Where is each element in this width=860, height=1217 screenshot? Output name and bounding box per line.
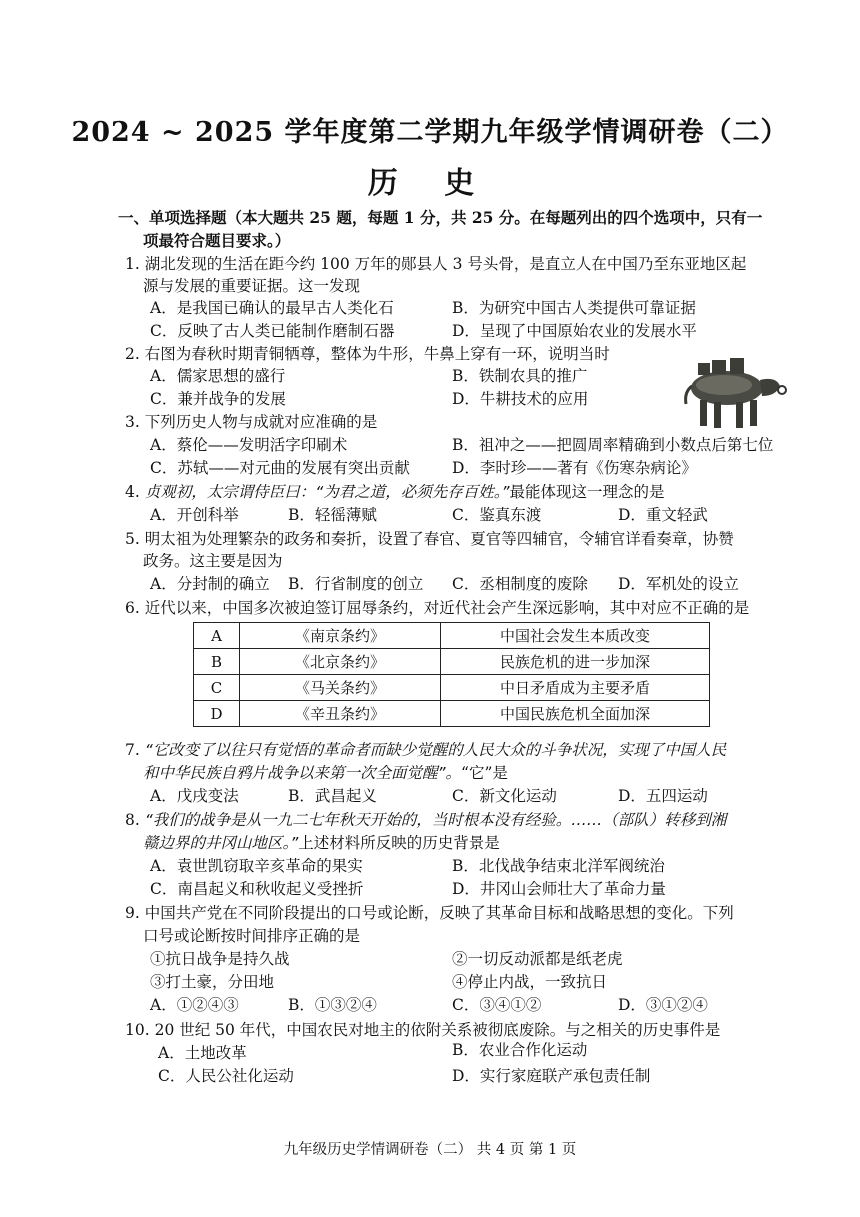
q3-option-d: D．李时珍——著有《伤寒杂病论》: [452, 459, 697, 477]
q8-option-d: D．井冈山会师壮大了革命力量: [452, 880, 666, 898]
q2-option-c: C．兼并战争的发展: [150, 390, 286, 408]
q4-option-a: A．开创科举: [150, 506, 239, 524]
q7-option-b: B．武昌起义: [288, 787, 377, 805]
q10-option-d: D．实行家庭联产承包责任制: [452, 1067, 651, 1085]
q10-option-c: C．人民公社化运动: [158, 1067, 294, 1085]
q9-stem-cont: 口号或论断按时间排序正确的是: [143, 927, 361, 945]
table-cell-option: B: [194, 649, 240, 675]
page-footer: 九年级历史学情调研卷（二） 共 4 页 第 1 页: [283, 1142, 577, 1158]
q7-option-d: D．五四运动: [618, 787, 708, 805]
q7-question: “它”是: [461, 764, 508, 782]
q10-option-b: B．农业合作化运动: [452, 1041, 588, 1059]
q2-option-a: A．儒家思想的盛行: [150, 367, 286, 385]
q3-stem: 3. 下列历史人物与成就对应准确的是: [125, 413, 378, 431]
table-cell-effect: 中日矛盾成为主要矛盾: [441, 675, 710, 701]
table-cell-option: D: [194, 701, 240, 727]
table-row: [194, 623, 710, 649]
q8-stem: [125, 810, 726, 830]
q4-option-c: C．鉴真东渡: [452, 506, 542, 524]
q1-stem: 1. 湖北发现的生活在距今约 100 万年的郧县人 3 号头骨，是直立人在中国乃至东亚地区起: [125, 255, 747, 273]
q8-option-a: A．袁世凯窃取辛亥革命的果实: [150, 857, 363, 875]
table-cell-option: C: [194, 675, 240, 701]
q8-quote: “我们的战争是从一九二七年秋天开始的，当时根本没有经验。……（部队）转移到湘: [144, 811, 727, 829]
table-cell-treaty: 《马关条约》: [240, 675, 441, 701]
q7-number: 7.: [125, 741, 145, 759]
exam-title: 2024 ~ 2025 学年度第二学期九年级学情调研卷（二）: [71, 117, 789, 148]
q8-option-c: C．南昌起义和秋收起义受挫折: [150, 880, 364, 898]
table-cell-option: A: [194, 623, 240, 649]
q4-question: 最能体现这一理念的是: [509, 483, 665, 501]
q9-option-d: D．③①②④: [618, 996, 708, 1014]
q3-option-b: B．祖冲之——把圆周率精确到小数点后第七位: [452, 436, 774, 454]
q7-option-c: C．新文化运动: [452, 787, 557, 805]
q5-option-d: D．军机处的设立: [618, 575, 739, 593]
q10-stem: 10. 20 世纪 50 年代，中国农民对地主的依附关系被彻底废除。与之相关的历史事件是: [125, 1021, 721, 1039]
q5-stem: 5. 明太祖为处理繁杂的政务和奏折，设置了春官、夏官等四辅官，令辅官详看奏章，协赞: [125, 530, 734, 548]
q5-stem-cont: 政务。这主要是因为: [143, 552, 283, 570]
q1-option-a: A．是我国已确认的最早古人类化石: [150, 299, 394, 317]
q9-item-4: ④停止内战，一致抗日: [452, 973, 608, 991]
q1-stem-cont: 源与发展的重要证据。这一发现: [143, 277, 361, 295]
table-row: [194, 675, 710, 701]
q8-quote-cont: 赣边界的井冈山地区。”: [143, 834, 299, 852]
table-row: [194, 649, 710, 675]
table-cell-effect: 中国社会发生本质改变: [441, 623, 710, 649]
q8-number: 8.: [125, 811, 145, 829]
q7-stem-cont: [143, 763, 508, 783]
q4-number: 4.: [125, 483, 145, 501]
q3-option-a: A．蔡伦——发明活字印刷术: [150, 436, 348, 454]
q6-stem: 6. 近代以来，中国多次被迫签订屈辱条约，对近代社会产生深远影响，其中对应不正确的是: [125, 599, 750, 617]
section-heading-cont: 项最符合题目要求。）: [143, 231, 291, 250]
q2-option-d: D．牛耕技术的应用: [452, 390, 589, 408]
q5-option-a: A．分封制的确立: [150, 575, 270, 593]
q4-option-b: B．轻徭薄赋: [288, 506, 377, 524]
subject-title: 历 史: [367, 166, 493, 201]
q7-stem: [125, 740, 726, 760]
treaty-table: [193, 622, 710, 727]
table-cell-effect: 中国民族危机全面加深: [441, 701, 710, 727]
q4-quote: 贞观初，太宗谓侍臣曰：“为君之道，必须先存百姓。”: [144, 483, 510, 501]
q2-stem: 2. 右图为春秋时期青铜牺尊，整体为牛形，牛鼻上穿有一环，说明当时: [125, 345, 610, 363]
q8-option-b: B．北伐战争结束北洋军阀统治: [452, 857, 665, 875]
table-cell-treaty: 《辛丑条约》: [240, 701, 441, 727]
table-cell-effect: 民族危机的进一步加深: [441, 649, 710, 675]
q9-stem: 9. 中国共产党在不同阶段提出的口号或论断，反映了其革命目标和战略思想的变化。下列: [125, 904, 734, 922]
q5-option-b: B．行省制度的创立: [288, 575, 424, 593]
q4-stem: [125, 482, 665, 502]
q7-option-a: A．戊戌变法: [150, 787, 239, 805]
q1-option-c: C．反映了古人类已能制作磨制石器: [150, 322, 395, 340]
q1-option-d: D．呈现了中国原始农业的发展水平: [452, 322, 697, 340]
q9-option-c: C．③④①②: [452, 996, 542, 1014]
q7-quote-cont: 和中华民族自鸦片战争以来第一次全面觉醒”。: [143, 764, 462, 782]
q5-option-c: C．丞相制度的废除: [452, 575, 588, 593]
table-cell-treaty: 《北京条约》: [240, 649, 441, 675]
q4-option-d: D．重文轻武: [618, 506, 708, 524]
q9-item-2: ②一切反动派都是纸老虎: [452, 950, 623, 968]
q1-option-b: B．为研究中国古人类提供可靠证据: [452, 299, 696, 317]
q8-stem-cont: [143, 833, 500, 853]
q7-quote: “它改变了以往只有觉悟的革命者而缺少觉醒的人民大众的斗争状况，实现了中国人民: [144, 741, 727, 759]
q9-item-3: ③打土豪，分田地: [150, 973, 275, 991]
table-cell-treaty: 《南京条约》: [240, 623, 441, 649]
q9-option-b: B．①③②④: [288, 996, 377, 1014]
q9-item-1: ①抗日战争是持久战: [150, 950, 290, 968]
q8-question: 上述材料所反映的历史背景是: [298, 834, 500, 852]
q3-option-c: C．苏轼——对元曲的发展有突出贡献: [150, 459, 410, 477]
q10-option-a: A．土地改革: [158, 1044, 247, 1062]
q2-option-b: B．铁制农具的推广: [452, 367, 588, 385]
bronze-ox-zun-image: [672, 352, 792, 434]
q9-option-a: A．①②④③: [150, 996, 239, 1014]
table-row: [194, 701, 710, 727]
section-heading: 一、单项选择题（本大题共 25 题，每题 1 分，共 25 分。在每题列出的四个选项中，只有一: [118, 208, 763, 227]
